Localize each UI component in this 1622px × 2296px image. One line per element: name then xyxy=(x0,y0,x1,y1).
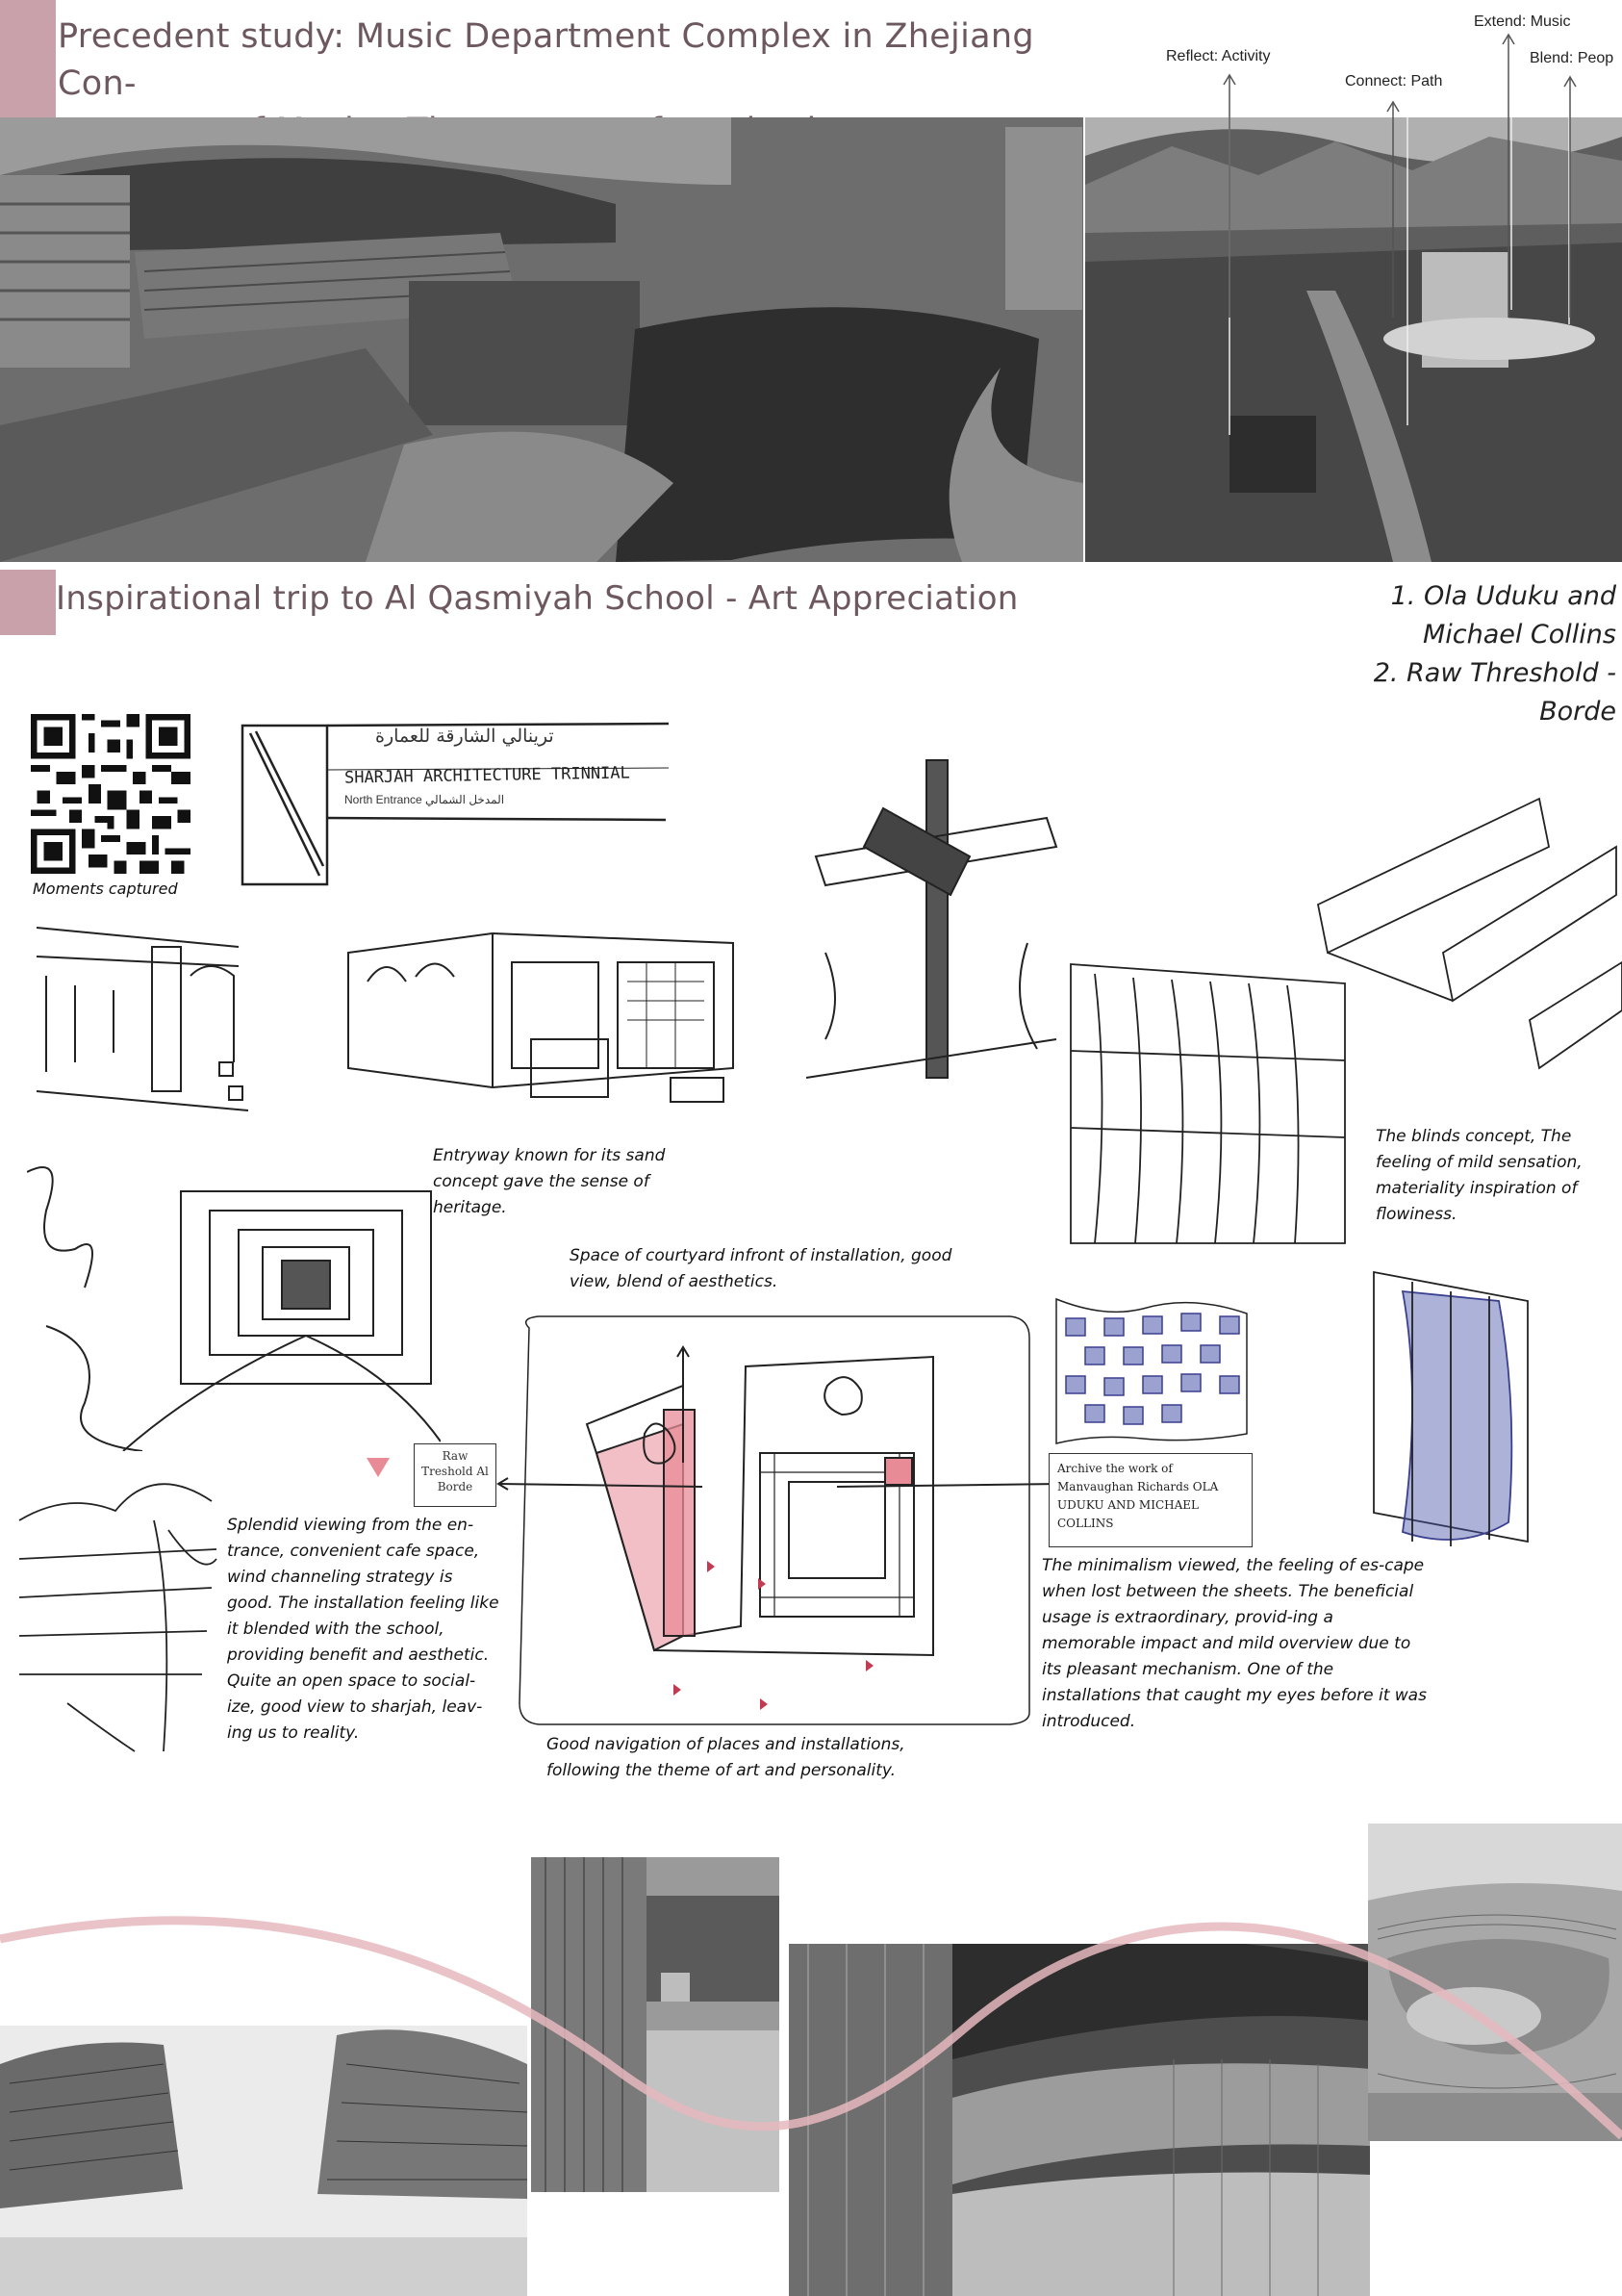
red-marker-icon xyxy=(364,1455,393,1480)
accent-bar-top xyxy=(0,0,56,117)
sketch-archive-label xyxy=(1049,1453,1253,1547)
reference-line1: 1. Ola Uduku and xyxy=(1390,581,1616,611)
trip-title: Inspirational trip to Al Qasmiyah School - Art Appreciation xyxy=(56,579,1019,618)
qr-caption: Moments captured xyxy=(33,880,178,898)
sketch-raw-label xyxy=(414,1443,496,1507)
wave-decoration xyxy=(0,1857,1622,2223)
reference-line4: Borde xyxy=(1539,697,1616,727)
references xyxy=(1374,577,1616,731)
triennial-english: SHARJAH ARCHITECTURE TRINNIAL xyxy=(343,763,630,788)
sketch-arcade xyxy=(27,918,258,1120)
sketch-site-plan xyxy=(510,1309,1035,1730)
note-navigation: Good navigation of places and installations, following the theme of art and personality. xyxy=(546,1735,905,1780)
raw-threshold-label: Raw Treshold Al Borde xyxy=(421,1449,489,1493)
sketch-blue-installation xyxy=(1047,1289,1256,1453)
connector-arrows xyxy=(491,1472,1068,1501)
callout-reflect: Reflect: Activity xyxy=(1166,48,1271,64)
reference-line3: 2. Raw Threshold - xyxy=(1373,658,1616,688)
precedent-title-line1: Precedent study: Music Department Complex in Zhejiang Con- xyxy=(58,17,1034,103)
sketch-triennial-sign xyxy=(231,712,673,895)
sketch-entry-building xyxy=(339,924,743,1116)
sketch-tree-benches xyxy=(10,1443,226,1761)
note-blinds: The blinds concept, The feeling of mild sensation, materiality inspiration of flowiness. xyxy=(1376,1127,1583,1224)
sketch-blue-curtain xyxy=(1364,1263,1535,1553)
sketch-fins-building xyxy=(1056,955,1364,1261)
note-courtyard: Space of courtyard infront of installation, good view, blend of aesthetics. xyxy=(570,1246,952,1291)
reference-line2: Michael Collins xyxy=(1422,620,1616,650)
callout-connect: Connect: Path xyxy=(1345,73,1443,89)
note-splendid: Splendid viewing from the en-trance, convenient cafe space, wind channeling strategy is good. The installation feeling like it blended with the school, providing benefit and aesthetic. Quite an open space to social-ize, good view to sharjah, leav-ing us to reality. xyxy=(227,1516,499,1743)
campus-aerial-photo xyxy=(0,117,1083,562)
triennial-arabic: ترينالي الشارقة للعمارة xyxy=(375,726,554,747)
accent-bar-trip xyxy=(0,570,56,635)
triennial-sub: North Entrance المدخل الشمالي xyxy=(344,793,505,806)
note-minimalism: The minimalism viewed, the feeling of es-cape when lost between the sheets. The beneficial usage is extraordinary, provid-ing a memorable impact and mild overview due to its pleasant mechanism. One of the installations that caught my eyes before it was introduced. xyxy=(1042,1556,1427,1731)
callout-arrows xyxy=(1154,0,1622,318)
sketch-tunnel xyxy=(27,1134,441,1451)
archive-label: Archive the work of Manvaughan Richards OLA UDUKU AND MICHAEL COLLINS xyxy=(1057,1462,1219,1530)
sketch-sign-post xyxy=(787,751,1076,1087)
callout-blend: Blend: Peop xyxy=(1530,50,1614,66)
note-entryway: Entryway known for its sand concept gave the sense of heritage. xyxy=(433,1146,666,1217)
callout-extend: Extend: Music xyxy=(1474,13,1571,30)
qr-code[interactable] xyxy=(31,714,190,874)
